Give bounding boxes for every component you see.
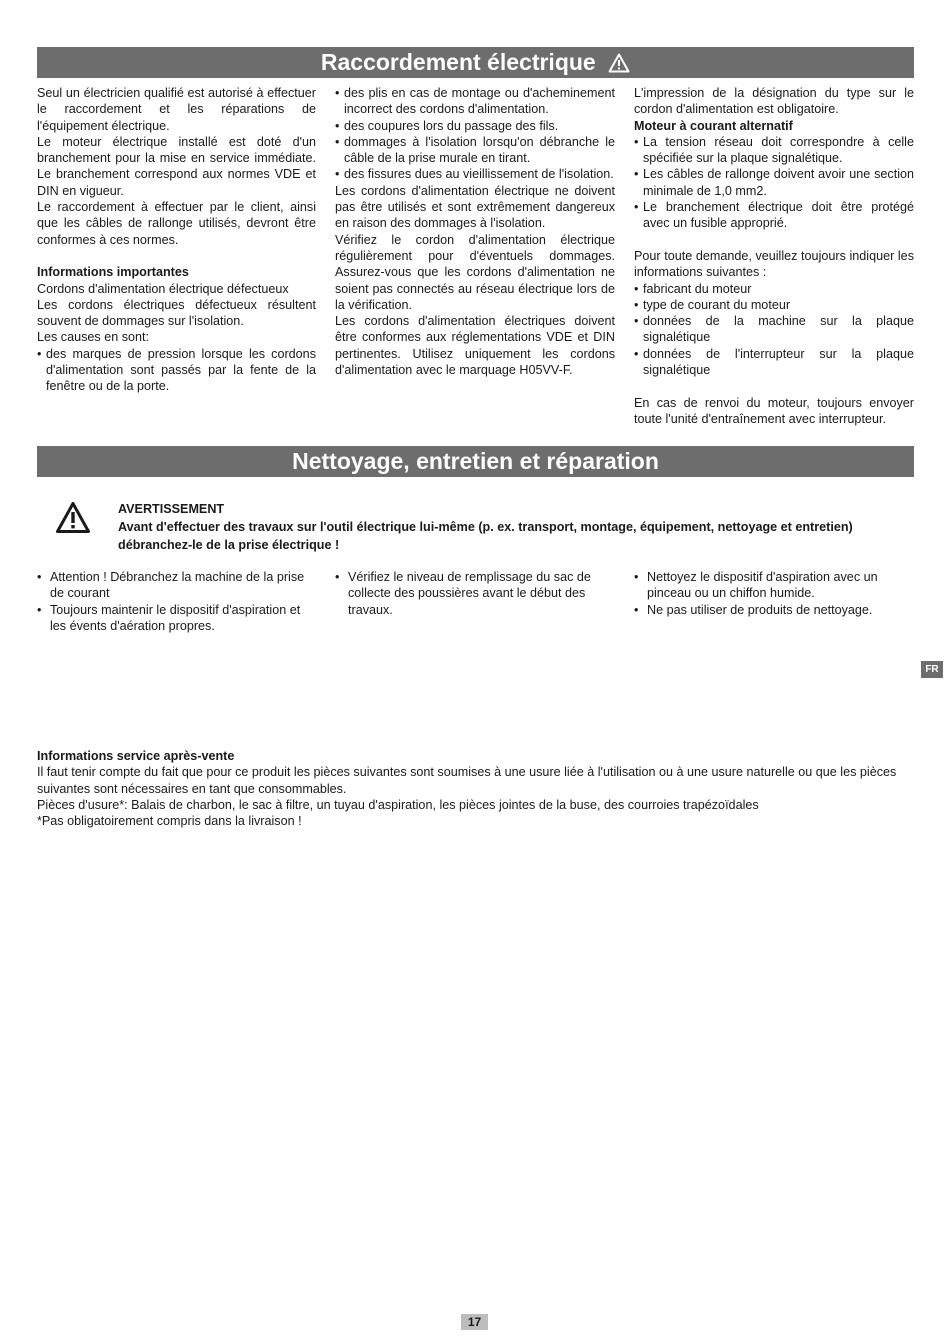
electrical-column-3 (634, 85, 914, 427)
paragraph: Il faut tenir compte du fait que pour ce produit les pièces suivantes sont soumises à une usure liée à l'utilisation ou à une usure naturelle ou que les pièces suivantes sont nécessaires en tant que consommables. (37, 765, 897, 796)
cleaning-column-2 (335, 569, 615, 618)
paragraph: Le raccordement à effectuer par le client, ainsi que les câbles de rallonge utilisés, devront être conformes à ces normes. (37, 200, 316, 247)
paragraph: Les causes en sont: (37, 330, 150, 345)
cleaning-column-3 (634, 569, 914, 618)
section-title: Nettoyage, entretien et réparation (292, 448, 659, 474)
paragraph: L'impression de la désignation du type sur le cordon d'alimentation est obligatoire. (634, 86, 914, 117)
page-number: 17 (461, 1314, 488, 1330)
paragraph: *Pas obligatoirement compris dans la livraison ! (37, 814, 302, 829)
section-header-cleaning (37, 446, 914, 477)
list-item: • des coupures lors du passage des fils. (335, 118, 615, 134)
list-item: • données de l'interrupteur sur la plaque signalétique (634, 346, 914, 379)
paragraph: Les cordons d'alimentation électrique ne doivent pas être utilisés et sont extrêmement dangereux en raison des dommages à l'isolation. (335, 183, 615, 231)
paragraph: Le moteur électrique installé est doté d'un branchement pour la mise en service immédiate. Le branchement correspond aux normes VDE et DIN en vigueur. (37, 134, 316, 198)
warning-triangle-icon (55, 501, 91, 538)
subheading: Moteur à courant alternatif (634, 118, 793, 133)
list-item: • Les câbles de rallonge doivent avoir une section minimale de 1,0 mm2. (634, 166, 914, 199)
paragraph: Les cordons d'alimentation électriques doivent être conformes aux réglementations VDE et DIN pertinentes. Utilisez uniquement les cordons d'alimentation avec le marquage H05VV-F. (335, 314, 615, 378)
paragraph: Cordons d'alimentation électrique défectueux (37, 281, 289, 296)
subheading: Informations importantes (37, 265, 189, 280)
list-item: • La tension réseau doit correspondre à celle spécifiée sur la plaque signalétique. (634, 134, 914, 167)
list-item: • type de courant du moteur (634, 297, 914, 313)
list-item: • des marques de pression lorsque les cordons d'alimentation sont passés par la fente de la fenêtre ou de la porte. (37, 346, 316, 395)
section-header-electrical (37, 47, 914, 78)
paragraph: Seul un électricien qualifié est autorisé à effectuer le raccordement et les réparations de l'équipement électrique. (37, 86, 316, 133)
list-item: • Vérifiez le niveau de remplissage du sac de collecte des poussières avant le début des travaux. (335, 569, 615, 618)
warning-text: Avant d'effectuer des travaux sur l'outil électrique lui-même (p. ex. transport, montage, équipement, nettoyage et entretien) débranchez-le de la prise électrique ! (118, 520, 853, 552)
list-item: • Attention ! Débranchez la machine de la prise de courant (37, 569, 317, 602)
list-item: • Toujours maintenir le dispositif d'aspiration et les évents d'aération propres. (37, 602, 317, 635)
list-item: • des plis en cas de montage ou d'acheminement incorrect des cordons d'alimentation. (335, 85, 615, 118)
service-info (37, 748, 914, 829)
paragraph: Pour toute demande, veuillez toujours indiquer les informations suivantes : (634, 248, 914, 280)
list-item: • Ne pas utiliser de produits de nettoyage. (634, 602, 914, 618)
paragraph: Vérifiez le cordon d'alimentation électrique régulièrement pour d'éventuels dommages. Assurez-vous que les cordons d'alimentation ne soient pas connectés au réseau électrique lors de la vérification. (335, 232, 615, 312)
list-item: • dommages à l'isolation lorsqu'on débranche le câble de la prise murale en tirant. (335, 134, 615, 167)
list-item: • Le branchement électrique doit être protégé avec un fusible approprié. (634, 199, 914, 232)
paragraph: En cas de renvoi du moteur, toujours envoyer toute l'unité d'entraînement avec interrupteur. (634, 395, 914, 426)
warning-label: AVERTISSEMENT (118, 502, 225, 516)
electrical-column-2 (335, 85, 615, 378)
subheading: Informations service après-vente (37, 749, 235, 763)
cleaning-column-1 (37, 569, 317, 634)
electrical-column-1 (37, 85, 316, 395)
list-item: • Nettoyez le dispositif d'aspiration avec un pinceau ou un chiffon humide. (634, 569, 914, 602)
paragraph: Pièces d'usure*: Balais de charbon, le sac à filtre, un tuyau d'aspiration, les pièces jointes de la buse, des courroies trapézoïdales (37, 797, 759, 812)
language-tab: FR (921, 661, 943, 678)
paragraph: Les cordons électriques défectueux résultent souvent de dommages sur l'isolation. (37, 297, 316, 329)
warning-triangle-icon (608, 50, 630, 81)
list-item: • données de la machine sur la plaque signalétique (634, 313, 914, 346)
list-item: • fabricant du moteur (634, 281, 914, 297)
list-item: • des fissures dues au vieillissement de l'isolation. (335, 166, 615, 182)
section-title: Raccordement électrique (320, 49, 596, 75)
